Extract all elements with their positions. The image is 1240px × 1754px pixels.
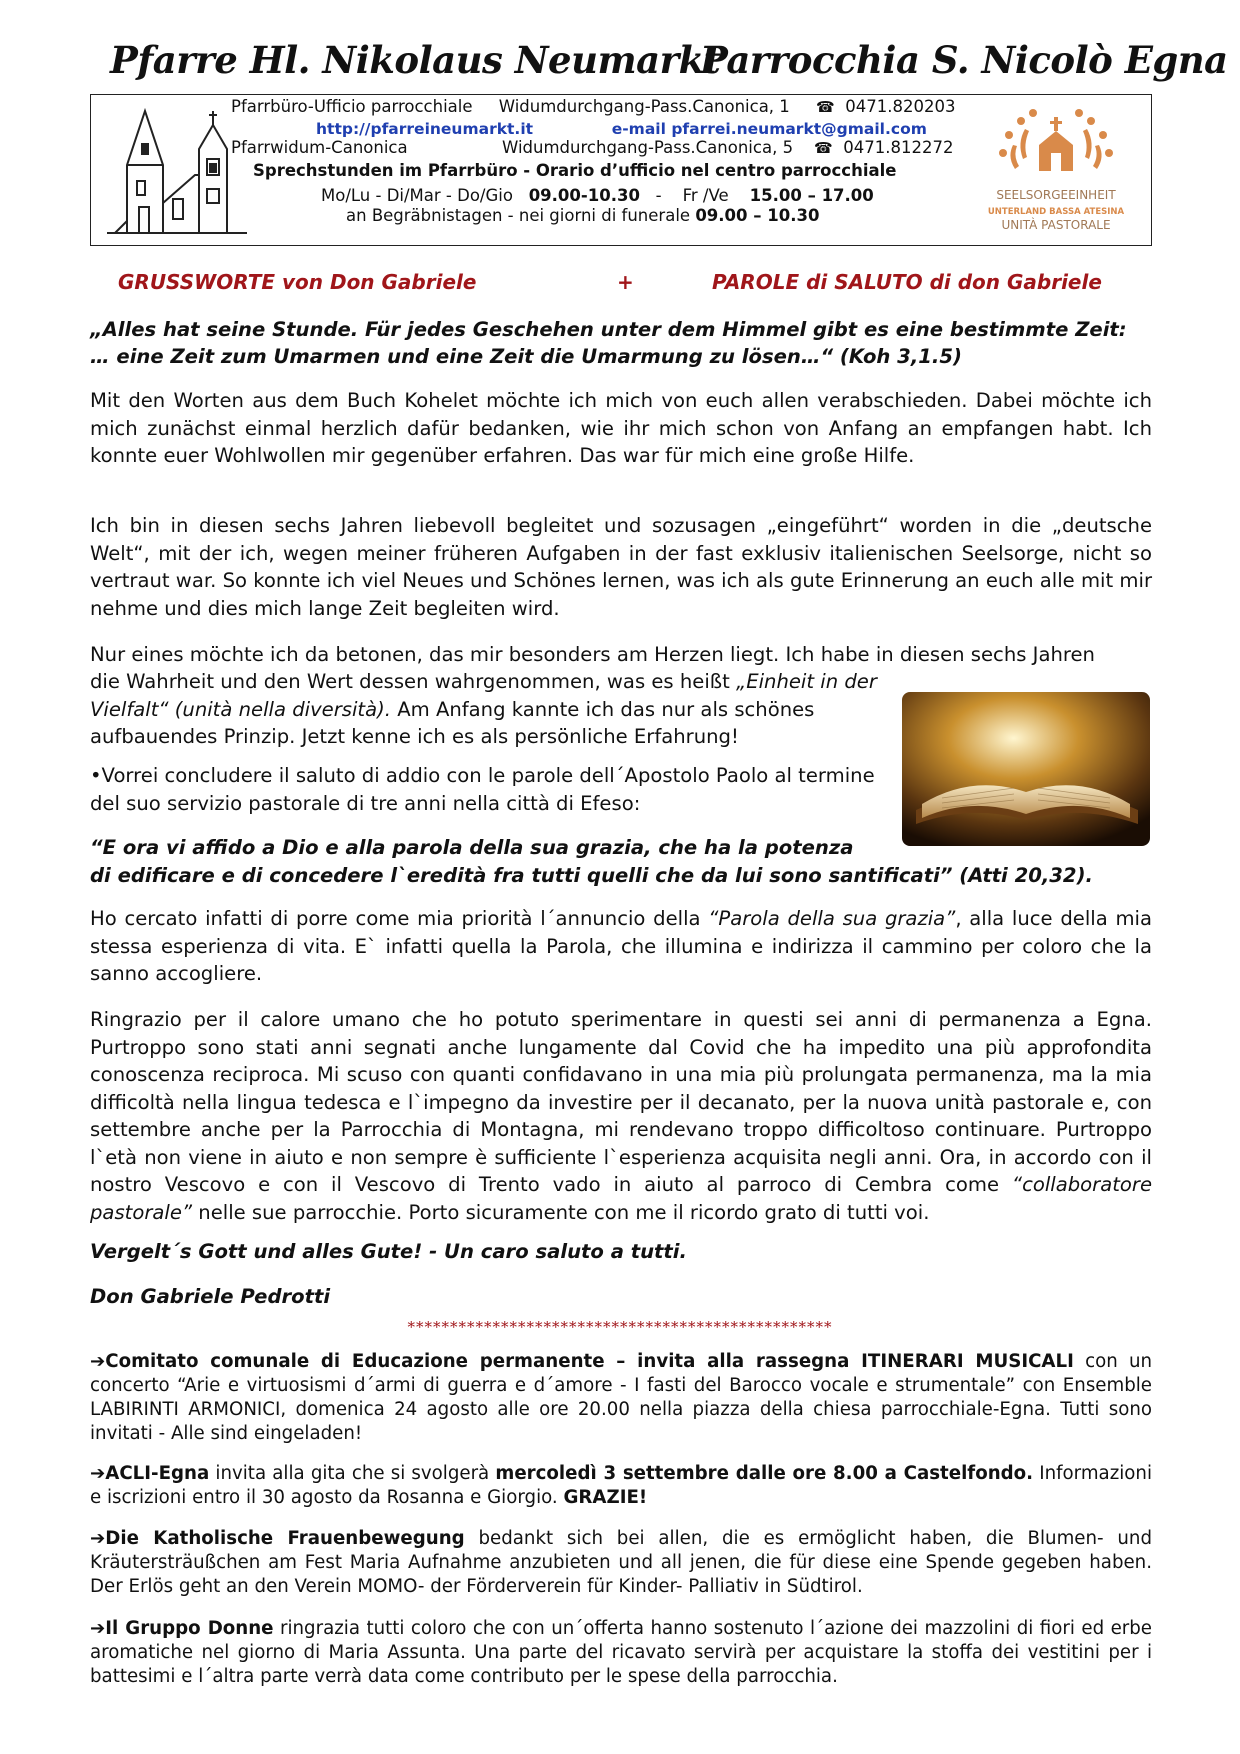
open-bible-image bbox=[902, 692, 1150, 846]
hours-friday: Fr /Ve bbox=[682, 186, 729, 205]
quote-acts-line2: di edificare e di concedere l`eredità fra tutti quelli che da lui sono santificati” (Atti 20,32). bbox=[90, 864, 1093, 887]
funeral-text: an Begräbnistagen - nei giorni di funerale bbox=[346, 206, 691, 225]
notice-3-bold: Die Katholische Frauenbewegung bbox=[105, 1528, 465, 1549]
notice-2-bold: ACLI-Egna bbox=[105, 1463, 210, 1484]
hours-line: Mo/Lu - Di/Mar - Do/Gio 09.00-10.30 - Fr /Ve 15.00 – 17.00 bbox=[321, 186, 874, 205]
arrow-right-icon: ➔ bbox=[90, 1463, 106, 1484]
hours-days: Mo/Lu - Di/Mar - Do/Gio bbox=[321, 186, 513, 205]
p5-text-b: , alla luce della mia stessa esperienza di vita. E` infatti quella la Parola, che illumina e indirizza il cammino per coloro che la sanno accogliere. bbox=[90, 907, 1152, 985]
hours-morning: 09.00-10.30 bbox=[528, 186, 640, 205]
notice-2-bold-date: mercoledì 3 settembre dalle ore 8.00 a Castelfondo. bbox=[495, 1463, 1034, 1484]
phone-icon: ☎ bbox=[814, 139, 833, 157]
website-link[interactable]: http://pfarreineumarkt.it bbox=[316, 120, 534, 138]
paragraph-4: •Vorrei concludere il saluto di addio con le parole dell´Apostolo Paolo al termine del suo servizio pastorale di tre anni nella città di Efeso: bbox=[90, 764, 875, 815]
notice-4-bold: Il Gruppo Donne bbox=[105, 1618, 274, 1639]
office-phone: 0471.820203 bbox=[845, 97, 956, 116]
notice-2-text-b: Informazioni e iscrizioni entro il 30 agosto da Rosanna e Giorgio. bbox=[90, 1463, 1153, 1508]
hours-afternoon: 15.00 – 17.00 bbox=[749, 186, 874, 205]
paragraph-5 bbox=[90, 905, 1152, 988]
p6-text-b: nelle sue parrocchie. Porto sicuramente con me il ricordo grato di tutti voi. bbox=[192, 1200, 930, 1224]
office-line bbox=[231, 97, 955, 116]
title-german: Pfarre Hl. Nikolaus Neumarkt bbox=[110, 38, 721, 82]
p6-emphasis: “collaboratore pastorale” bbox=[90, 1173, 1152, 1224]
email-link[interactable]: e-mail pfarrei.neumarkt@gmail.com bbox=[611, 120, 927, 138]
p3-text-b: Am Anfang kannte ich das nur als schönes aufbauendes Prinzip. Jetzt kenne ich es als persönliche Erfahrung! bbox=[90, 697, 815, 748]
p6-text-a: Ringrazio per il calore umano che ho potuto sperimentare in questi sei anni di permanenza a Egna. Purtroppo sono stati anni segnati anche lungamente dal Covid che ha impedito una più approfondita conoscenza reciproca. Mi scuso con quanti confidavano in una mia più prolungata permanenza, ma la mia difficoltà nella lingua tedesca e l`impegno da investire per il decanato, per la nuova unità pastorale e, con settembre anche per la Parrocchia di Montagna, mi rendevano troppo difficoltoso continuare. Purtroppo l`età non viene in aiuto e non sempre è sufficiente l`esperienza acquisita negli anni. Ora, in accordo con il nostro Vescovo e con il Vescovo di Trento vado in aiuto al parroco di Cembra come bbox=[90, 1008, 1152, 1196]
headline-italian: PAROLE di SALUTO di don Gabriele bbox=[712, 270, 1102, 294]
paragraph-3 bbox=[90, 668, 878, 751]
notice-2-thanks: GRAZIE! bbox=[563, 1487, 648, 1508]
contact-header-box bbox=[90, 94, 1152, 246]
notice-itinerari-musicali bbox=[90, 1350, 1152, 1446]
office-label: Pfarrbüro-Ufficio parrocchiale bbox=[231, 97, 473, 116]
phone-icon: ☎ bbox=[816, 98, 835, 116]
notice-gruppo-donne bbox=[90, 1617, 1152, 1689]
paragraph-2: Ich bin in diesen sechs Jahren liebevoll begleitet und sozusagen „eingeführt“ worden in die „deutsche Welt“, mit der ich, wegen meiner früheren Aufgaben in der fast exklusiv italienischen Seelsorge, nicht so vertraut war. So konnte ich viel Neues und Schönes lernen, was ich als gute Erinnerung an euch alle mit mir nehme und dies mich lange Zeit begleiten wird. bbox=[90, 514, 1152, 620]
hours-title: Sprechstunden im Pfarrbüro - Orario d’ufficio nel centro parrocchiale bbox=[253, 161, 897, 180]
paragraph-3-line1: Nur eines möchte ich da betonen, das mir besonders am Herzen liegt. Ich habe in diesen sechs Jahren bbox=[90, 643, 1095, 666]
notice-2-text-a: invita alla gita che si svolgerà bbox=[209, 1463, 496, 1484]
notice-1-bold: Comitato comunale di Educazione permanente – invita alla rassegna ITINERARI MUSICALI bbox=[105, 1351, 1074, 1372]
funeral-line bbox=[346, 206, 819, 225]
closing-line: Vergelt´s Gott und alles Gute! - Un caro saluto a tutti. bbox=[90, 1240, 687, 1263]
p5-text-a: Ho cercato infatti di porre come mia priorità l´annuncio della bbox=[90, 907, 709, 930]
logo-line-3: UNITÀ PASTORALE bbox=[1001, 218, 1111, 232]
notice-4-text: ringrazia tutti coloro che con un´offerta hanno sostenuto l´azione dei mazzolini di fiori ed erbe aromatiche nel giorno di Maria Assunta. Una parte del ricavato servirà per acquistare la stoffa dei vestitini per i battesimi e l´altra parte verrà data come contributo per le spese della parrocchia. bbox=[90, 1618, 1152, 1687]
quote-kohelet: „Alles hat seine Stunde. Für jedes Geschehen unter dem Himmel gibt es eine bestimmte Zeit: … eine Zeit zum Umarmen und eine Zeit die Umarmung zu lösen…“ (Koh 3,1.5) bbox=[90, 318, 1127, 368]
notice-1-text: con un concerto “Arie e virtuosismi d´armi di guerra e d´amore - I fasti del Barocco vocale e strumentale” con Ensemble LABIRINTI ARMONICI, domenica 24 agosto alle ore 20.00 nella piazza della chiesa parrocchiale-Egna. Tutti sono invitati - Alle sind eingeladen! bbox=[90, 1351, 1152, 1444]
church-towers-icon bbox=[107, 103, 247, 239]
rectory-address: Widumdurchgang-Pass.Canonica, 5 bbox=[502, 138, 794, 157]
notice-frauenbewegung bbox=[90, 1527, 1152, 1599]
p3-emphasis: „Einheit in der Vielfalt“ (unità nella diversità). bbox=[90, 670, 877, 721]
title-italian: Parrocchia S. Nicolò Egna bbox=[700, 38, 1228, 82]
office-address: Widumdurchgang-Pass.Canonica, 1 bbox=[498, 97, 790, 116]
rectory-label: Pfarrwidum-Canonica bbox=[231, 138, 408, 157]
headline-german: GRUSSWORTE von Don Gabriele bbox=[118, 270, 477, 294]
arrow-right-icon: ➔ bbox=[90, 1351, 106, 1372]
arrow-right-icon: ➔ bbox=[90, 1618, 106, 1639]
paragraph-6 bbox=[90, 1006, 1152, 1226]
headline-plus: + bbox=[617, 270, 634, 294]
seelsorgeeinheit-logo bbox=[971, 101, 1141, 241]
separator-stars: ************************************************** bbox=[407, 1318, 833, 1336]
paragraph-1: Mit den Worten aus dem Buch Kohelet möchte ich mich von euch allen verabschieden. Dabei möchte ich mich zunächst einmal herzlich dafür bedanken, wie ihr mich schon von Anfang an empfangen habt. Ich konnte euer Wohlwollen mir gegenüber erfahren. Das war für mich eine große Hilfe. bbox=[90, 389, 1152, 467]
funeral-hours: 09.00 – 10.30 bbox=[695, 206, 820, 225]
p5-emphasis: “Parola della sua grazia” bbox=[708, 907, 956, 930]
rectory-phone: 0471.812272 bbox=[843, 138, 954, 157]
notice-acli-egna bbox=[90, 1462, 1152, 1510]
rectory-line bbox=[231, 138, 953, 157]
p3-text-a: die Wahrheit und den Wert dessen wahrgenommen, was es heißt bbox=[90, 670, 737, 693]
quote-acts-line1: “E ora vi affido a Dio e alla parola della sua grazia, che ha la potenza bbox=[90, 836, 854, 859]
logo-line-1: SEELSORGEEINHEIT bbox=[996, 188, 1116, 202]
logo-line-2: UNTERLAND BASSA ATESINA bbox=[987, 207, 1125, 217]
web-line bbox=[316, 119, 927, 138]
notice-3-text: bedankt sich bei allen, die es ermöglicht haben, die Blumen- und Kräutersträußchen am Fest Maria Aufnahme anzubieten und all jenen, die für diese eine Spende gegeben haben. Der Erlös geht an den Verein MOMO- der Förderverein für Kinder- Palliativ in Südtirol. bbox=[90, 1528, 1152, 1597]
signature: Don Gabriele Pedrotti bbox=[90, 1285, 331, 1308]
arrow-right-icon: ➔ bbox=[90, 1528, 106, 1549]
